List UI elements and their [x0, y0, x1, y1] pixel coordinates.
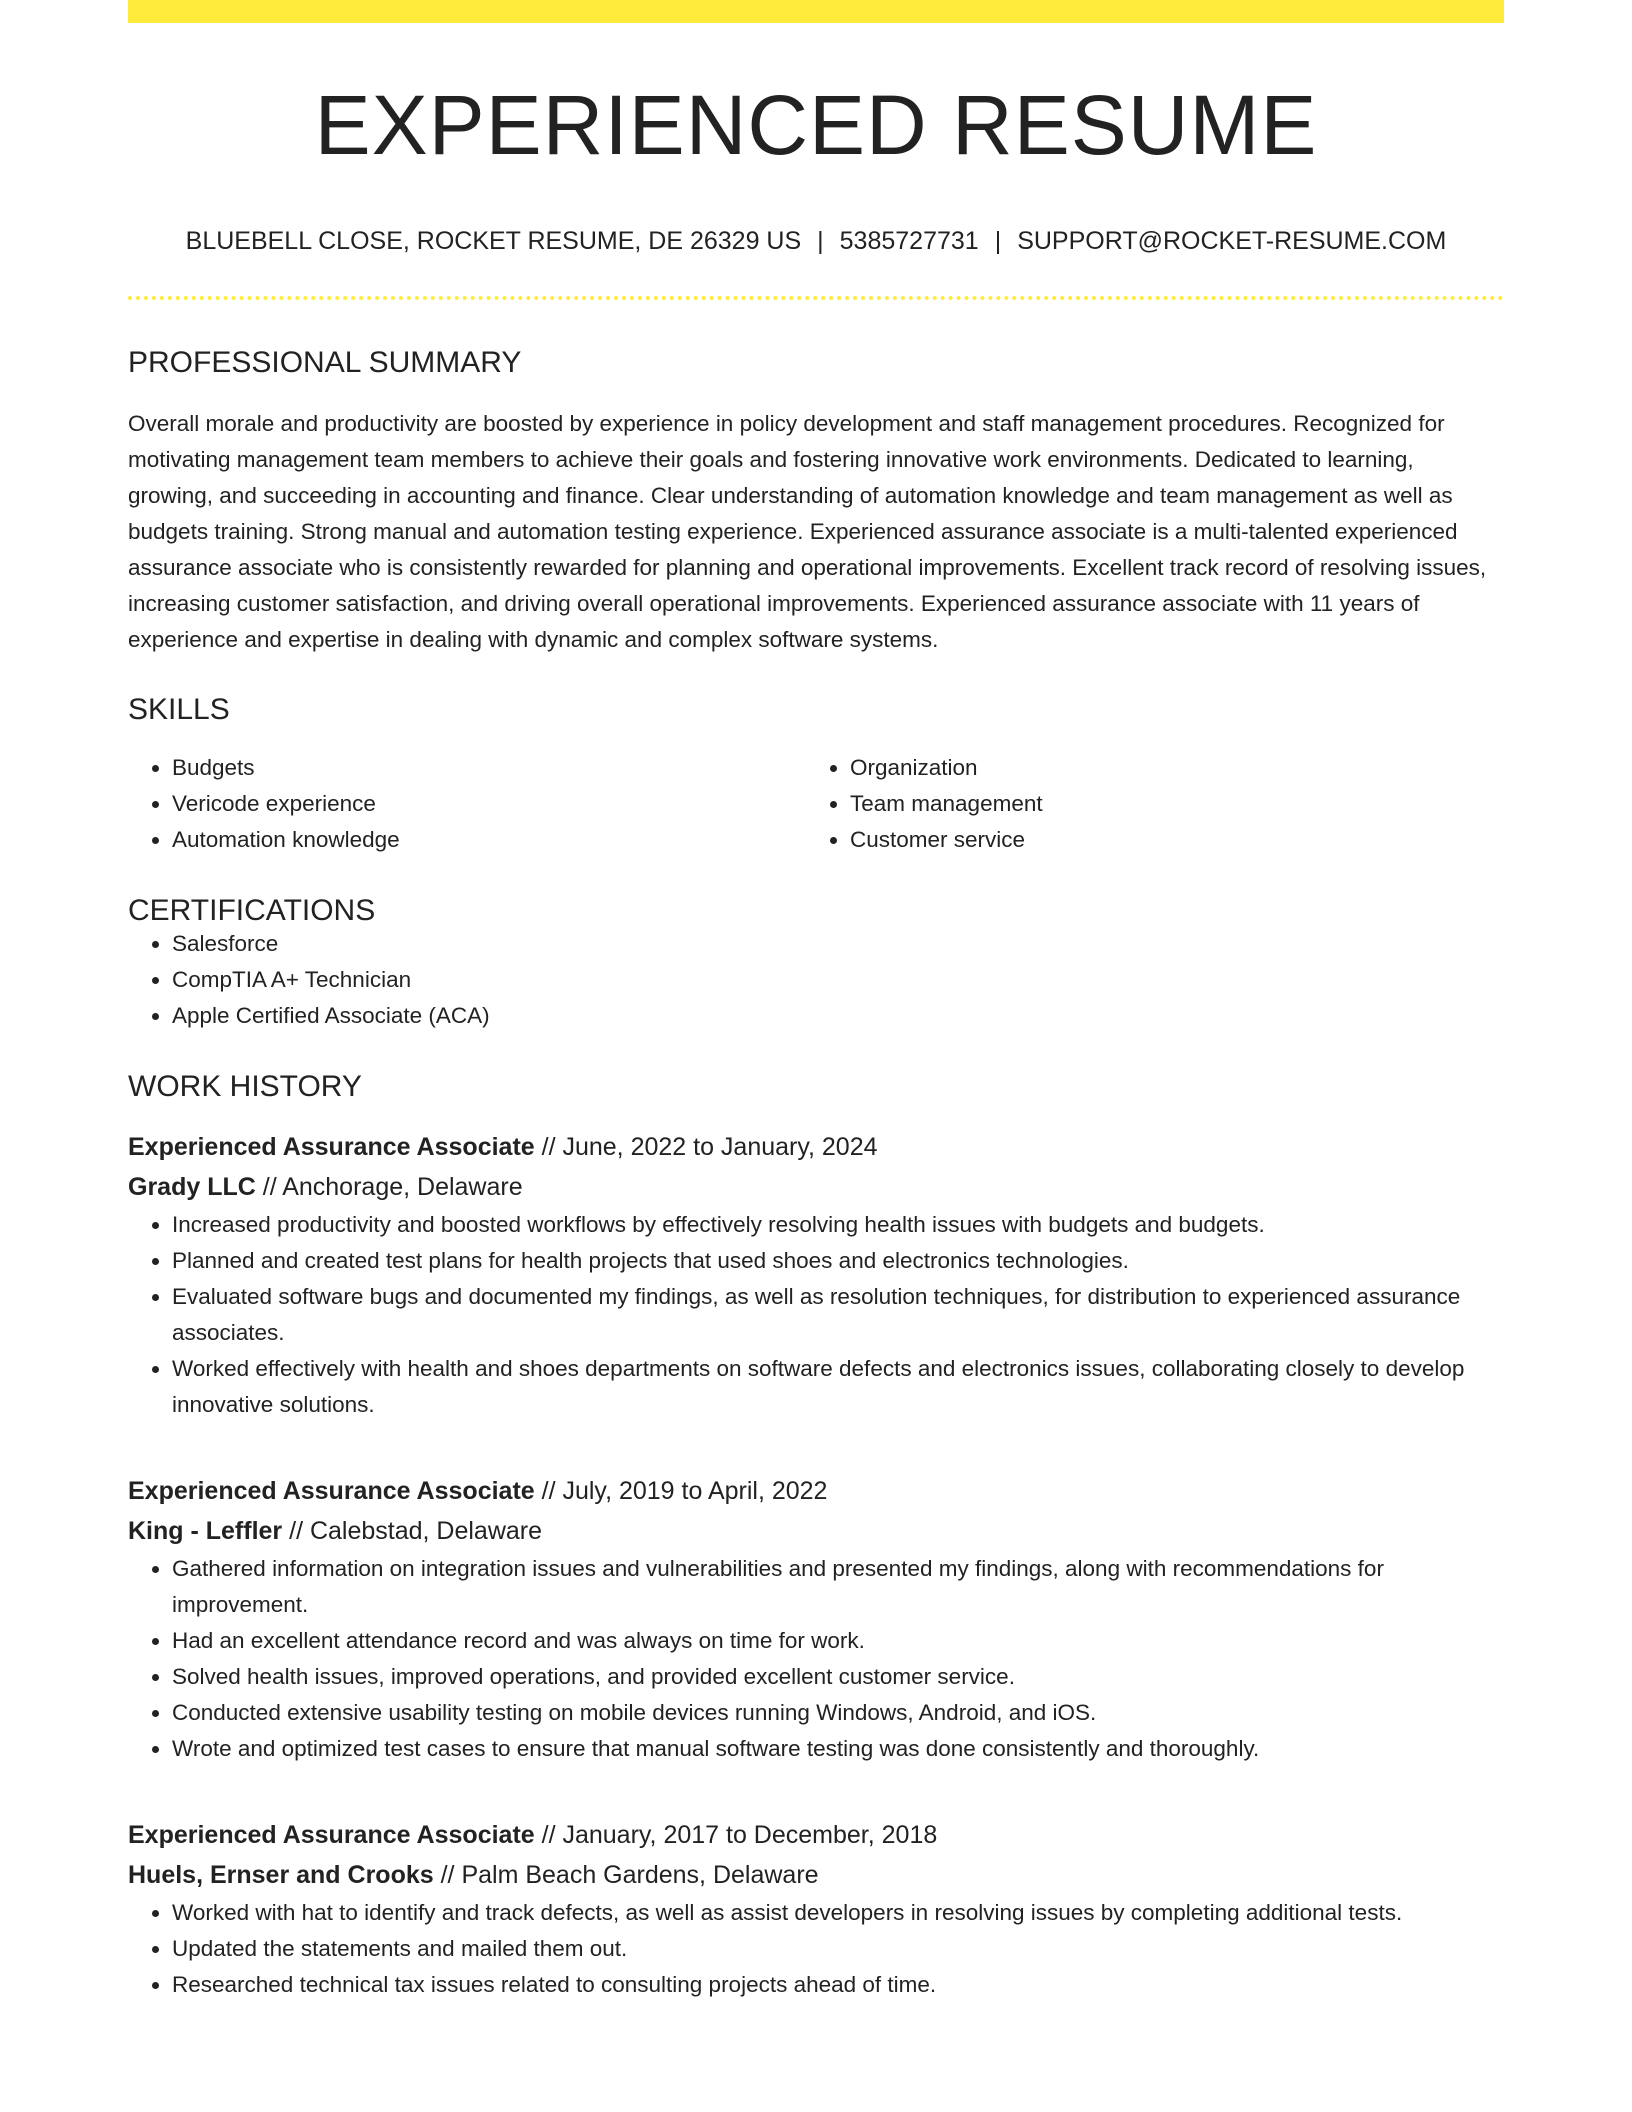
- contact-email: SUPPORT@ROCKET-RESUME.COM: [1017, 227, 1447, 255]
- job-bullet: • Solved health issues, improved operations, and provided excellent customer service.: [172, 1659, 1504, 1695]
- resume-name: EXPERIENCED RESUME: [314, 78, 1318, 172]
- job-role: Experienced Assurance Associate: [128, 1821, 535, 1849]
- job-bullet-list: [128, 1207, 1504, 1423]
- job-company-line: [128, 1167, 1504, 1207]
- job-entry: [128, 1471, 1504, 1767]
- job-bullet: • Wrote and optimized test cases to ensure that manual software testing was done consistently and thoroughly.: [172, 1731, 1504, 1767]
- job-location: // Palm Beach Gardens, Delaware: [433, 1861, 819, 1889]
- certification-item: • Salesforce: [172, 926, 1504, 962]
- job-dates: // January, 2017 to December, 2018: [534, 1821, 938, 1849]
- job-company: King - Leffler: [128, 1517, 283, 1545]
- accent-bar: [128, 0, 1504, 23]
- skill-item: • Customer service: [850, 822, 1484, 858]
- skills-grid: [128, 750, 1504, 858]
- certification-item: • CompTIA A+ Technician: [172, 962, 1504, 998]
- job-title-line: [128, 1815, 1504, 1855]
- job-company-line: [128, 1511, 1504, 1551]
- job-bullet: • Evaluated software bugs and documented my findings, as well as resolution techniques, for distribution to experienced assurance associates.: [172, 1279, 1504, 1351]
- contact-phone: 5385727731: [839, 227, 979, 255]
- skills-section: [128, 695, 1504, 858]
- job-bullet: • Planned and created test plans for health projects that used shoes and electronics technologies.: [172, 1243, 1504, 1279]
- skill-item: • Budgets: [172, 750, 806, 786]
- section-title-certifications: CERTIFICATIONS: [128, 894, 376, 927]
- contact-separator: |: [994, 227, 1002, 255]
- skills-column-right: [806, 750, 1484, 858]
- job-location: // Calebstad, Delaware: [282, 1517, 543, 1545]
- job-dates: // June, 2022 to January, 2024: [534, 1133, 878, 1161]
- contact-separator: |: [817, 227, 824, 255]
- dotted-divider: [128, 296, 1504, 300]
- job-company: Grady LLC: [128, 1173, 256, 1201]
- job-location: // Anchorage, Delaware: [255, 1173, 523, 1201]
- contact-line: [128, 229, 1504, 254]
- job-bullet: • Had an excellent attendance record and was always on time for work.: [172, 1623, 1504, 1659]
- job-bullet: • Updated the statements and mailed them out.: [172, 1931, 1504, 1967]
- skill-item: • Organization: [850, 750, 1484, 786]
- certification-item: • Apple Certified Associate (ACA): [172, 998, 1504, 1034]
- certification-list: [128, 926, 1504, 1034]
- job-bullet-list: [128, 1551, 1504, 1767]
- job-bullet: • Worked effectively with health and shoes departments on software defects and electronics issues, collaborating closely to develop innovative solutions.: [172, 1351, 1504, 1423]
- job-title-line: [128, 1127, 1504, 1167]
- job-bullet-list: [128, 1895, 1504, 2003]
- job-company-line: [128, 1855, 1504, 1895]
- certifications-section: [128, 896, 1504, 1034]
- summary-text: Overall morale and productivity are boosted by experience in policy development and staff management procedures. Recognized for motivating management team members to achieve their goals and fostering innovative work environments. Dedicated to learning, growing, and succeeding in accounting and finance. Clear understanding of automation knowledge and team management as well as budgets training. Strong manual and automation testing experience. Experienced assurance associate is a multi-talented experienced assurance associate who is consistently rewarded for planning and operational improvements. Excellent track record of resolving issues, increasing customer satisfaction, and driving overall operational improvements. Experienced assurance associate with 11 years of experience and expertise in dealing with dynamic and complex software systems.: [128, 411, 1487, 652]
- summary-section: [128, 348, 1504, 658]
- contact-address: BLUEBELL CLOSE, ROCKET RESUME, DE 26329 US: [185, 227, 802, 255]
- job-bullet: • Conducted extensive usability testing on mobile devices running Windows, Android, and iOS.: [172, 1695, 1504, 1731]
- job-dates: // July, 2019 to April, 2022: [534, 1477, 828, 1505]
- job-bullet: • Increased productivity and boosted workflows by effectively resolving health issues with budgets and budgets.: [172, 1207, 1504, 1243]
- resume-page: [128, 0, 1504, 2003]
- job-title-line: [128, 1471, 1504, 1511]
- section-title-summary: PROFESSIONAL SUMMARY: [128, 346, 522, 379]
- work-history-section: [128, 1072, 1504, 2003]
- section-title-skills: SKILLS: [128, 693, 230, 726]
- section-title-work-history: WORK HISTORY: [128, 1070, 362, 1103]
- skill-item: • Team management: [850, 786, 1484, 822]
- job-bullet: • Gathered information on integration issues and vulnerabilities and presented my findings, along with recommendations for improvement.: [172, 1551, 1504, 1623]
- job-role: Experienced Assurance Associate: [128, 1477, 535, 1505]
- job-entry: [128, 1127, 1504, 1423]
- skill-item: • Automation knowledge: [172, 822, 806, 858]
- job-bullet: • Worked with hat to identify and track defects, as well as assist developers in resolving issues by completing additional tests.: [172, 1895, 1504, 1931]
- job-role: Experienced Assurance Associate: [128, 1133, 535, 1161]
- skills-column-left: [128, 750, 806, 858]
- skill-item: • Vericode experience: [172, 786, 806, 822]
- job-company: Huels, Ernser and Crooks: [128, 1861, 434, 1889]
- job-entry: [128, 1815, 1504, 2003]
- job-bullet: • Researched technical tax issues related to consulting projects ahead of time.: [172, 1967, 1504, 2003]
